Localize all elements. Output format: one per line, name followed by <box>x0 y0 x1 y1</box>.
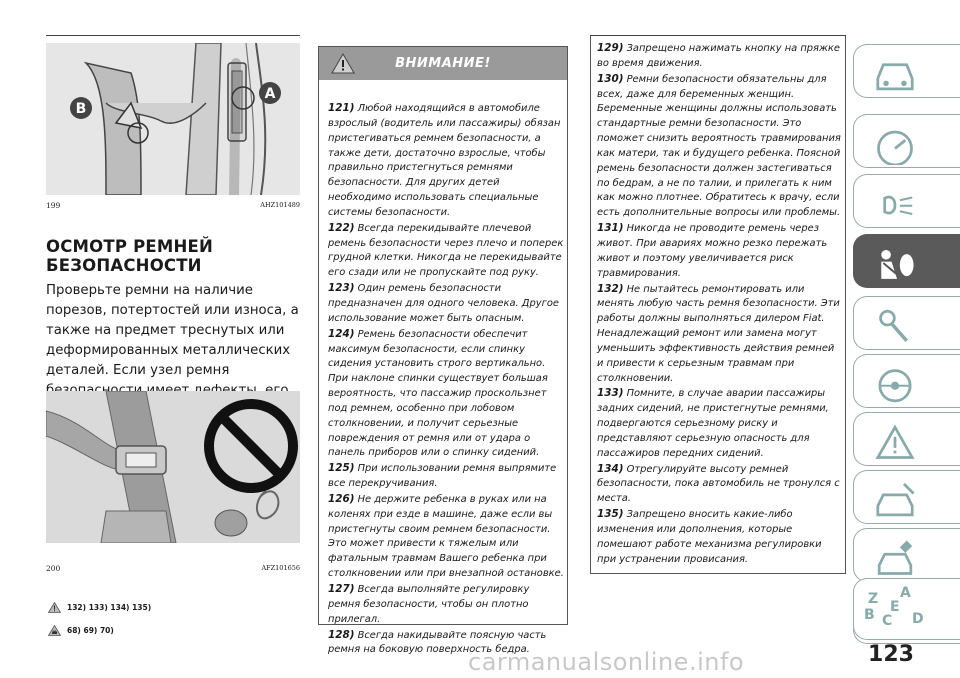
warning-item-number: 133) <box>597 387 624 400</box>
warning-item-text: Помните, в случае аварии пассажиры задних сидений, не пристегнутые ремнями, подвергаются серьезному риску и представляют серьезную опасность для пассажиров передних сидений. <box>597 388 829 459</box>
warning-item-number: 135) <box>597 508 624 521</box>
section-body: Проверьте ремни на наличие порезов, потертостей или износа, а также на предмет треснутых или деформированных металлических деталей. Если узел ремня <box>46 283 299 378</box>
caution-refs <box>48 623 114 637</box>
figure-200-caption <box>46 564 300 576</box>
car-breakdown-icon <box>860 477 930 521</box>
warning-item-number: 122) <box>328 221 355 234</box>
warning-item <box>328 492 564 582</box>
warning-item <box>597 221 841 281</box>
warning-item <box>597 507 841 567</box>
index-letter: B <box>864 607 875 623</box>
warning-items-left <box>328 101 564 658</box>
section-title-line1: ОСМОТР РЕМНЕЙ <box>46 237 213 256</box>
warning-item-text: Не пытайтесь ремонтировать или менять любую часть ремня безопасности. Эти работы должны выполняться дилером Fiat. Ненадлежащий ремонт или замена могут уменьшить эффективность действия ремней и привести к серьезным травмам при столкновении. <box>597 283 840 384</box>
warning-item-number: 134) <box>597 462 624 475</box>
section-title-line2: БЕЗОПАСНОСТИ <box>46 256 202 275</box>
warning-item-number: 125) <box>328 462 355 475</box>
dashboard-icon <box>860 121 930 165</box>
warning-item <box>328 461 564 492</box>
key-icon <box>860 303 930 347</box>
warning-item-text: Всегда перекидывайте плечевой ремень безопасности через плечо и поперек грудной клетки. Никогда не перекидывайте его сзади или не пропускайте под руку. <box>328 222 564 279</box>
warning-item-text: Всегда выполняйте регулировку ремня безопасности, чтобы он плотно прилегал. <box>328 584 530 625</box>
warning-triangle-icon <box>331 53 355 74</box>
warning-items-right <box>597 41 841 568</box>
warning-refs <box>48 600 151 614</box>
warning-item <box>328 221 564 281</box>
warning-title: ВНИМАНИЕ! <box>395 56 491 71</box>
warning-item-text: При использовании ремня выпрямите все перекручивания. <box>328 463 557 490</box>
warning-header <box>318 46 568 80</box>
figure-number: 199 <box>46 201 61 210</box>
warning-item <box>328 101 564 221</box>
car-front-icon <box>860 51 930 95</box>
sidebar-tab-dashboard[interactable] <box>853 114 960 168</box>
sidebar-tab-lights[interactable] <box>853 174 960 228</box>
sidebar-tab-index[interactable] <box>853 578 960 640</box>
index-letter: A <box>900 585 911 601</box>
figure-code: AHZ101489 <box>260 201 300 209</box>
watermark: carmanualsonline.info <box>468 648 745 676</box>
warning-item-number: 131) <box>597 222 624 235</box>
warning-item <box>597 282 841 387</box>
warning-item <box>328 327 564 462</box>
warning-item <box>328 281 564 327</box>
index-letter: C <box>882 613 893 629</box>
warning-item-number: 130) <box>597 72 624 85</box>
label-a: A <box>264 86 276 102</box>
figure-code: AFZ101656 <box>261 564 300 572</box>
warning-item-number: 132) <box>597 282 624 295</box>
warning-item <box>597 41 841 72</box>
steering-icon <box>860 361 930 405</box>
figure-number: 200 <box>46 564 61 573</box>
warning-item-number: 126) <box>328 492 355 505</box>
warning-item-number: 123) <box>328 282 355 295</box>
figure-seatbelt-height <box>46 43 300 195</box>
figure-199-caption <box>46 201 300 213</box>
lights-icon <box>860 181 930 225</box>
warning-item-text: Запрещено вносить какие-либо изменения или дополнения, которые помешают работе механизма регулировки при устранении провисания. <box>597 509 822 565</box>
warning-item-number: 127) <box>328 583 355 595</box>
warning-item-number: 121) <box>328 102 355 114</box>
sidebar-tab-car-breakdown[interactable] <box>853 470 960 524</box>
warning-item-number: 128) <box>328 628 355 641</box>
index-letter: D <box>912 611 924 627</box>
section-title <box>46 237 306 275</box>
sidebar-tab-wrench-car[interactable] <box>853 528 960 582</box>
warning-item-text: Один ремень безопасности предназначен для одного человека. Другое использование может быть опасным. <box>328 283 559 324</box>
warning-item-text: Всегда накидывайте поясную часть ремня на боковую поверхность бедра. <box>328 629 547 656</box>
index-letter: Z <box>868 591 879 607</box>
warning-item-number: 124) <box>328 327 355 340</box>
sidebar-tab-steering[interactable] <box>853 354 960 408</box>
warning-item-text: Отрегулируйте высоту ремней безопасности, пока автомобиль не тронулся с места. <box>597 463 840 505</box>
warning-item <box>597 72 841 221</box>
warning-item-text: Ремень безопасности обеспечит максимум безопасности, если спинку сидения установить строго вертикально. При наклоне спинки существует большая вероятность, что пассажир проскользнет под ремнем, особенно при лобовом столкновении, и получит серьезные повреждения от ремня или от удара о панель приборов или о спинку сидений. <box>328 328 548 459</box>
warning-triangle-icon <box>860 419 930 463</box>
sidebar-tab-key[interactable] <box>853 296 960 350</box>
airbag-icon <box>860 241 930 285</box>
warning-item-number: 129) <box>597 42 624 54</box>
sidebar-tab-car-front[interactable] <box>853 44 960 98</box>
warning-item <box>328 582 564 628</box>
sidebar-tab-airbag[interactable] <box>853 234 960 288</box>
caution-refs-text: 68) 69) 70) <box>67 625 114 635</box>
top-rule-left <box>46 35 300 36</box>
wrench-car-icon <box>860 535 930 579</box>
index-letter: E <box>890 599 900 615</box>
index-icon <box>860 585 940 641</box>
warning-item-text: Никогда не проводите ремень через живот. При авариях можно резко пережать живот и поэтому увеличивается риск травмирования. <box>597 223 828 279</box>
warning-item-text: Ремни безопасности обязательны для всех, даже для беременных женщин. Беременные женщины должны использовать стандартные ремни безопасности. Это поможет снизить вероятность травмирования как матери, так и будущего ребенка. Поясной ремень безопасности должен застегиваться по бедрам, а не по талии, и прилегать к ним как можно плотнее. Обратитесь к врачу, если есть дополнительные вопросы или проблемы. <box>597 73 841 219</box>
warning-item <box>597 462 841 508</box>
sidebar-tab-warning-triangle[interactable] <box>853 412 960 466</box>
figure-seatbelt-no-clips <box>46 391 300 543</box>
warning-item-text: Запрещено нажимать кнопку на пряжке во время движения. <box>597 43 840 69</box>
page-number: 123 <box>868 642 914 667</box>
caution-hand-icon <box>48 625 61 636</box>
warning-item-text: Не держите ребенка в руках или на коленях при езде в машине, даже если вы пристегнуты своим ремнем безопасности. Это может привести к тяжелым или фатальным травмам Вашего ребенка при столкновении или при внезапной остановке. <box>328 493 564 580</box>
warning-refs-text: 132) 133) 134) 135) <box>67 602 152 612</box>
warning-item-text: Любой находящийся в автомобиле взрослый (водитель или пассажиры) обязан пристегиваться ремнем безопасности, а также дети, достаточно взрослые, чтобы правильно пристегнуться ремнями безопасности. Для других детей необходимо использовать специальные системы безопасности. <box>328 103 561 218</box>
label-b: B <box>75 101 87 117</box>
warning-item <box>597 386 841 461</box>
warning-triangle-icon <box>48 602 61 613</box>
